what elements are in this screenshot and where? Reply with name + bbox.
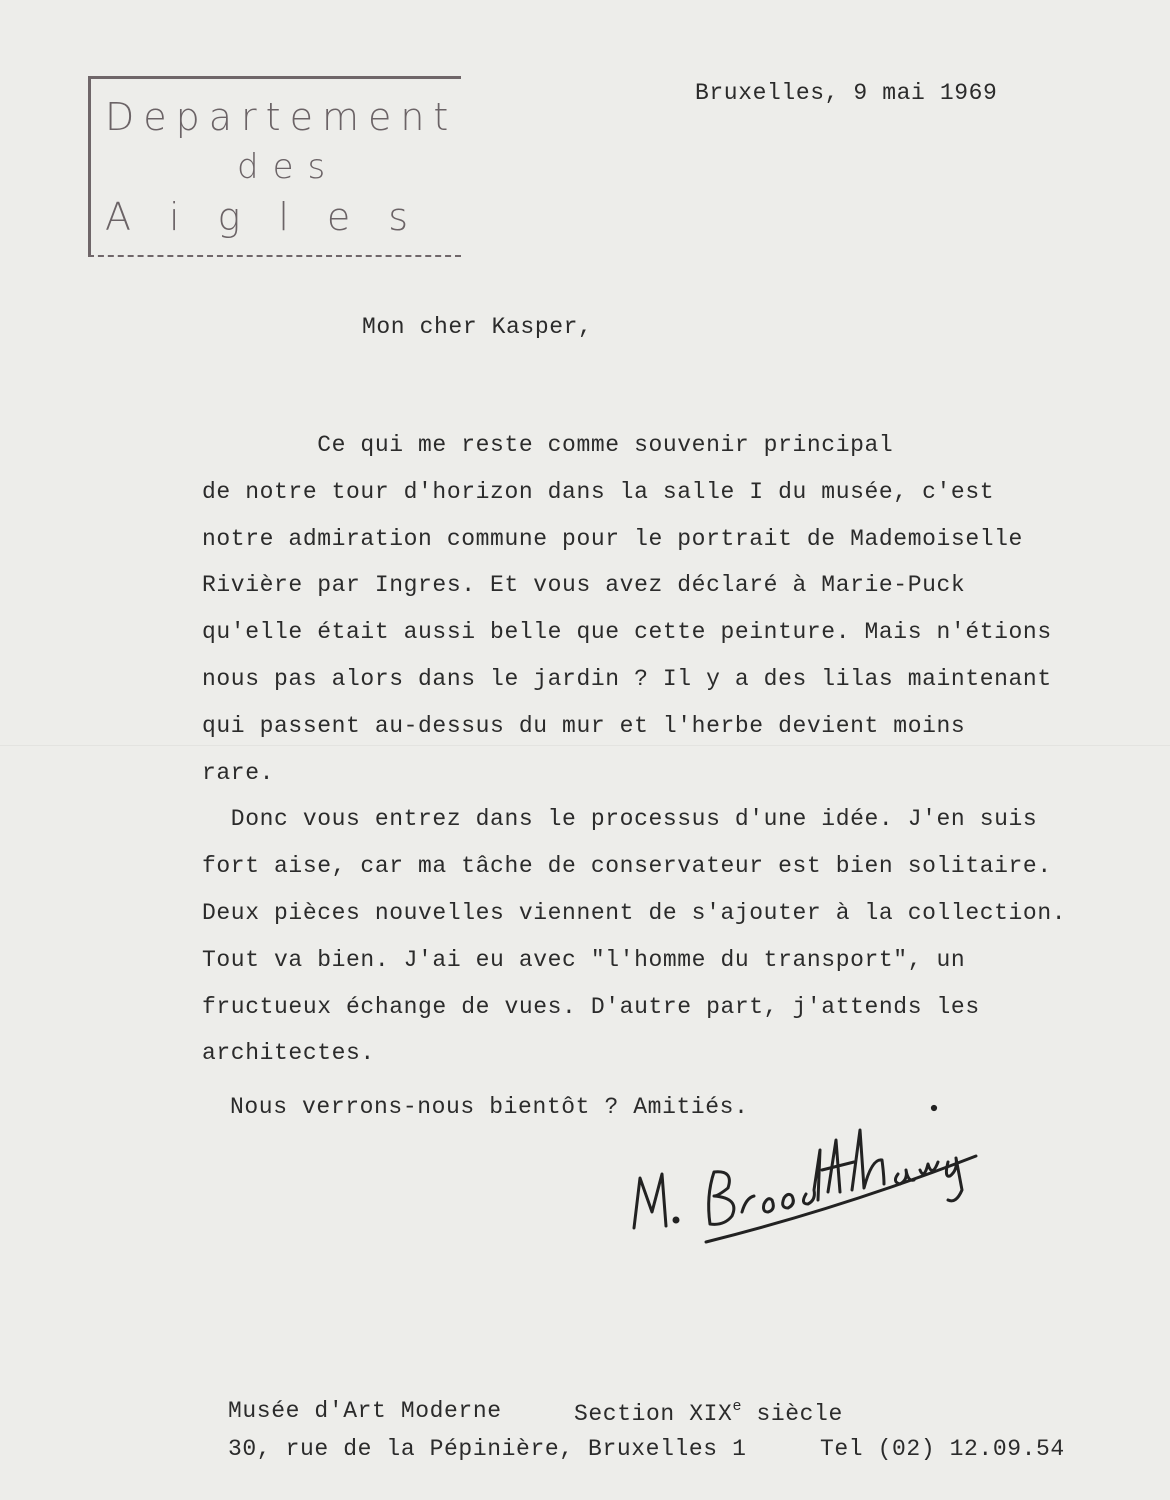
letter-date: Bruxelles, 9 mai 1969 bbox=[695, 80, 998, 106]
footer-section bbox=[574, 1398, 843, 1427]
footer-address: 30, rue de la Pépinière, Bruxelles 1 bbox=[228, 1436, 747, 1462]
body-line: Donc vous entrez dans le processus d'une idée. J'en suis bbox=[202, 806, 1038, 833]
stamp-line-1: Departement bbox=[105, 95, 457, 139]
body-line: rare. bbox=[202, 759, 275, 786]
body-line: fort aise, car ma tâche de conservateur est bien solitaire. bbox=[202, 853, 1052, 880]
body-line: Ce qui me reste comme souvenir principal bbox=[202, 432, 894, 458]
body-line: fructueux échange de vues. D'autre part, j'attends les bbox=[202, 993, 980, 1020]
body-line: qu'elle était aussi belle que cette peinture. Mais n'étions bbox=[202, 619, 1052, 646]
body-line: de notre tour d'horizon dans la salle I du musée, c'est bbox=[202, 478, 995, 505]
footer-section-sup: e bbox=[732, 1398, 743, 1415]
handwritten-signature bbox=[622, 1100, 992, 1250]
rubber-stamp bbox=[88, 76, 461, 257]
body-line: Rivière par Ingres. Et vous avez déclaré à Marie-Puck bbox=[202, 572, 966, 599]
letter-closing: Nous verrons-nous bientôt ? Amitiés. bbox=[230, 1094, 749, 1120]
stamp-line-2: des bbox=[237, 147, 340, 187]
body-line: nous pas alors dans le jardin ? Il y a des lilas maintenant bbox=[202, 666, 1052, 692]
paper-fold bbox=[0, 745, 1170, 746]
body-line: architectes. bbox=[202, 1040, 375, 1067]
body-line: notre admiration commune pour le portrait de Mademoiselle bbox=[202, 525, 1023, 552]
footer-section-suffix: siècle bbox=[742, 1401, 843, 1427]
footer-tel: Tel (02) 12.09.54 bbox=[820, 1436, 1065, 1462]
letter-greeting: Mon cher Kasper, bbox=[362, 314, 593, 340]
stamp-line-3: Aigles bbox=[105, 195, 447, 239]
body-line: Tout va bien. J'ai eu avec "l'homme du transport", un bbox=[202, 946, 966, 973]
footer-section-prefix: Section XIX bbox=[574, 1401, 733, 1427]
body-line: qui passent au-dessus du mur et l'herbe devient moins bbox=[202, 712, 966, 739]
footer-museum: Musée d'Art Moderne bbox=[228, 1398, 502, 1424]
body-line: Deux pièces nouvelles viennent de s'ajouter à la collection. bbox=[202, 900, 1067, 926]
